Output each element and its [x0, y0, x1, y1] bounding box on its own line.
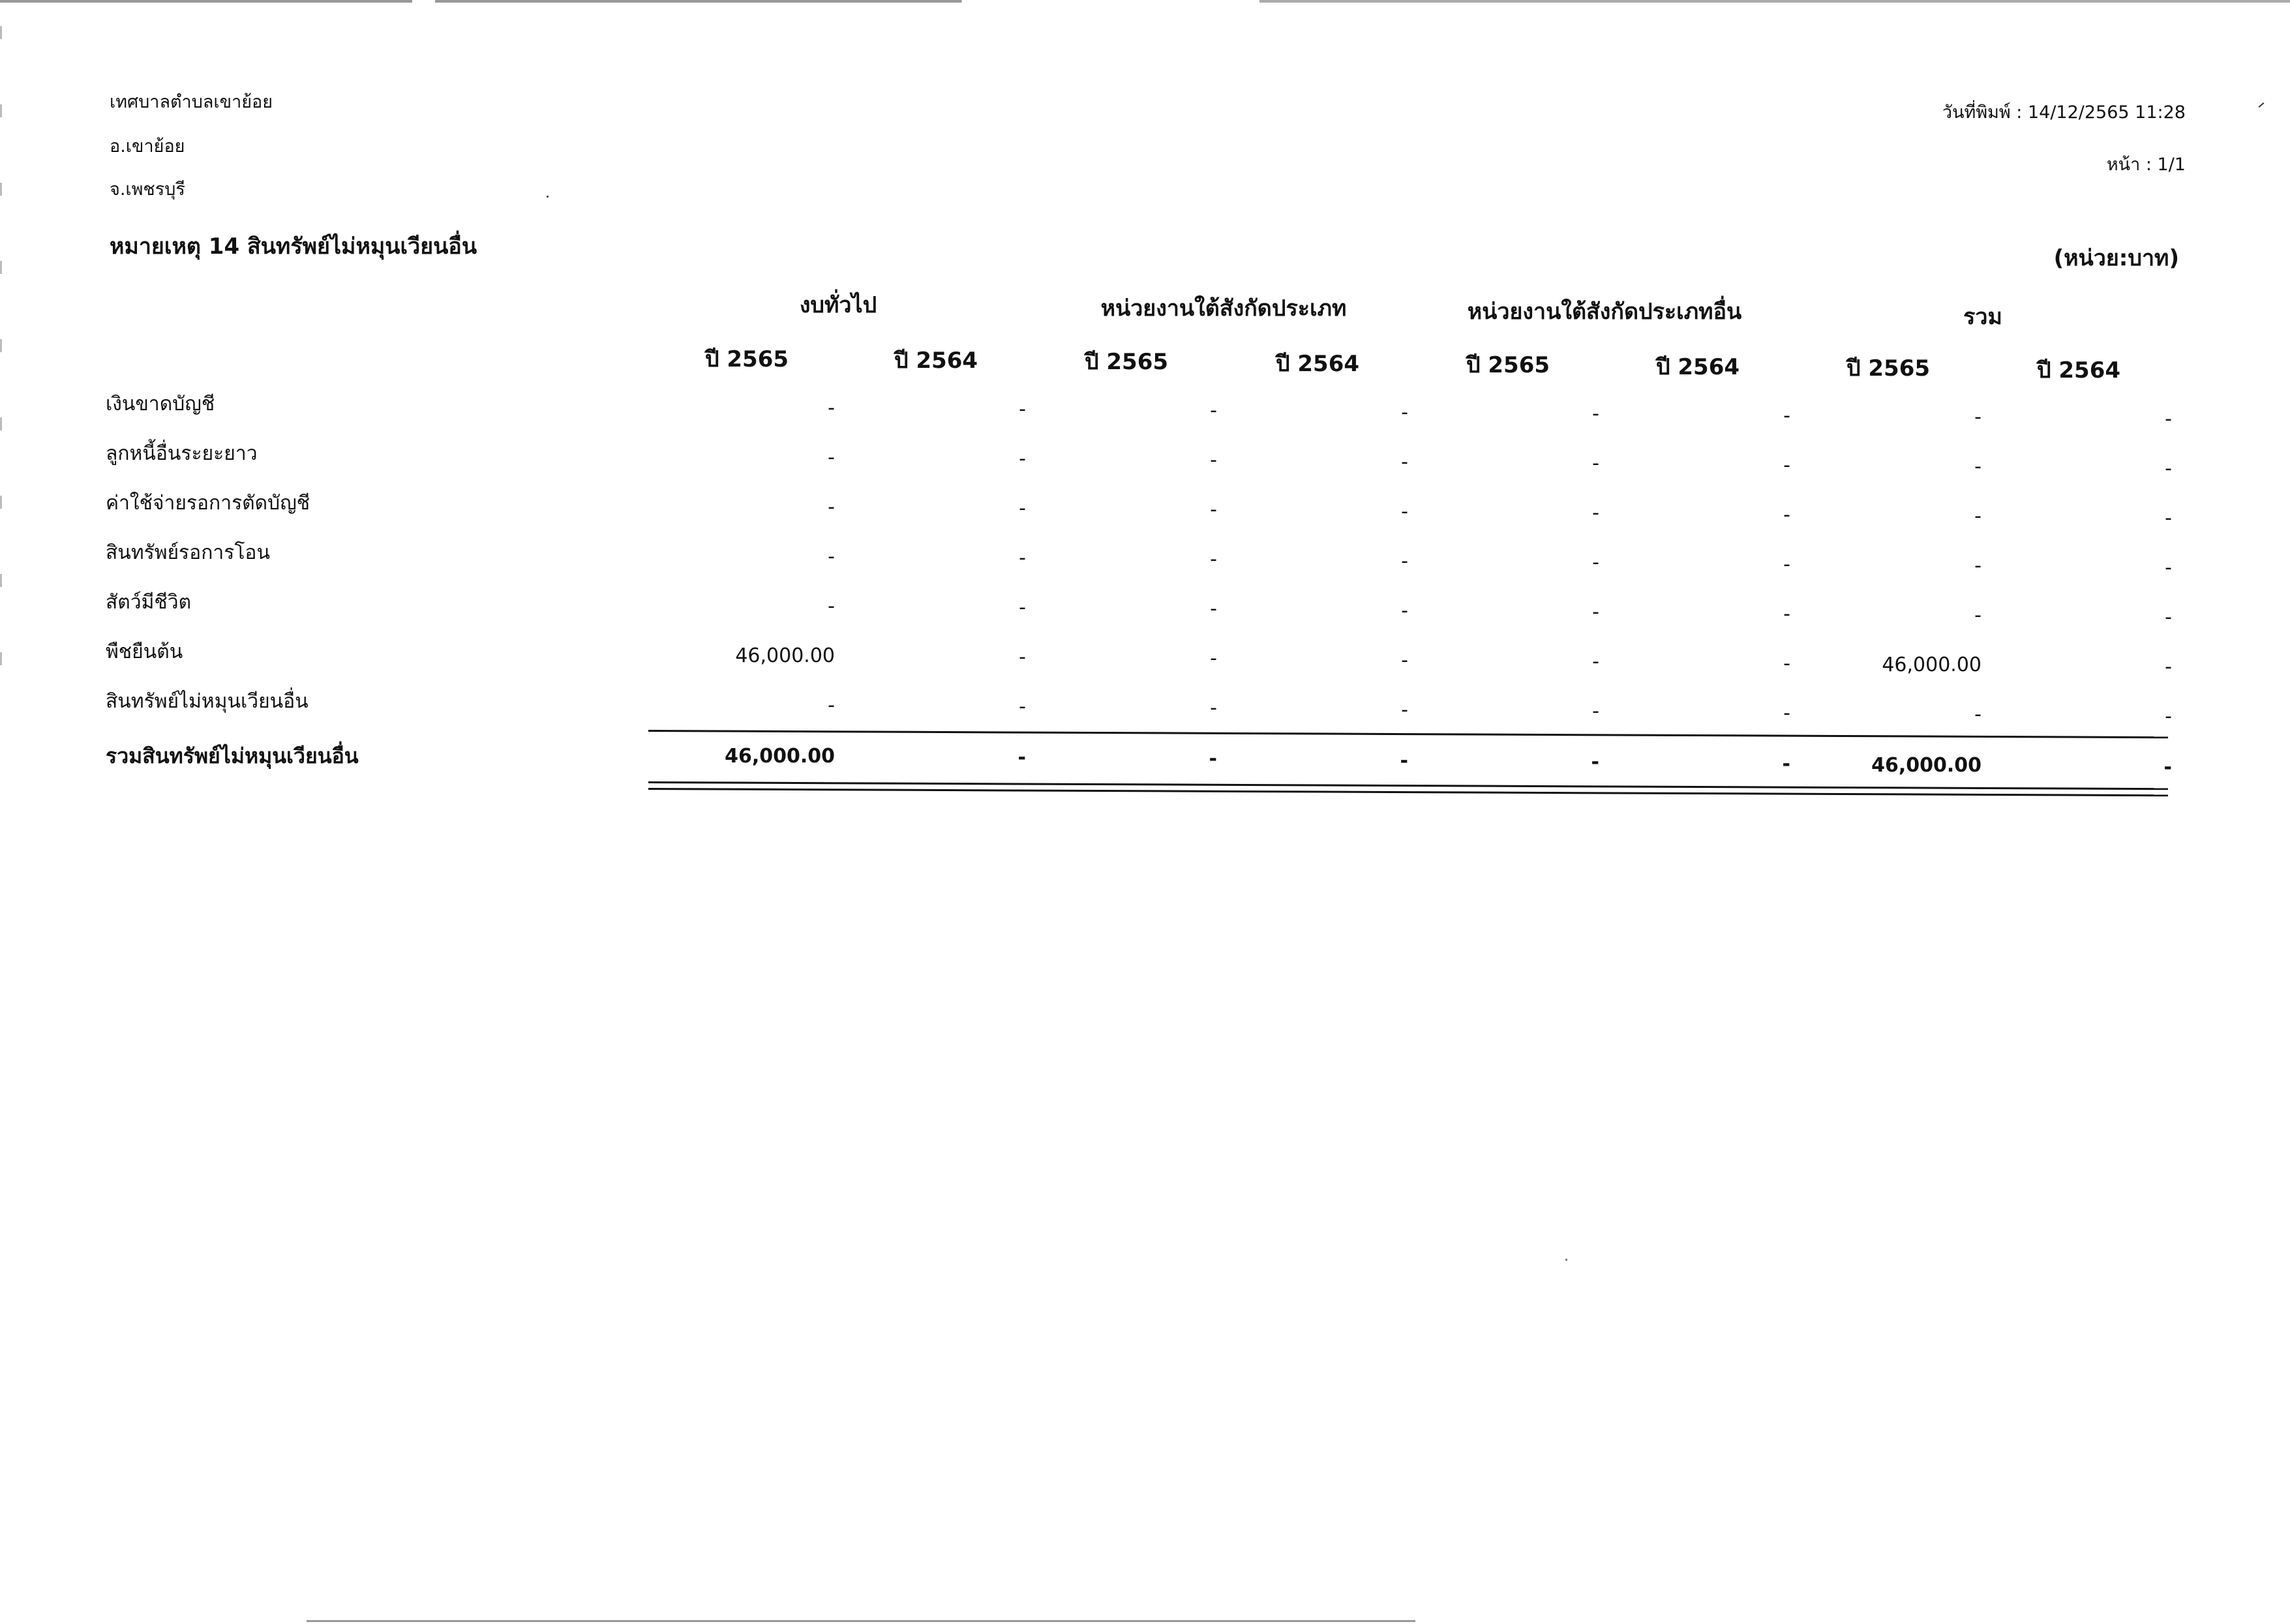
- organization-province: จ.เพชรบุรี: [110, 179, 185, 200]
- table-cell: -: [1974, 455, 1981, 478]
- print-date: วันที่พิมพ์ : 14/12/2565 11:28: [1942, 102, 2186, 123]
- table-cell: -: [828, 397, 835, 419]
- page-number: หน้า : 1/1: [2106, 155, 2186, 175]
- group-header-subunit: หน่วยงานใต้สังกัดประเภท: [1100, 295, 1347, 322]
- table-cell: -: [1974, 703, 1981, 726]
- scan-speck: [2259, 102, 2265, 108]
- total-row-label: รวมสินทรัพย์ไม่หมุนเวียนอื่น: [106, 744, 359, 768]
- table-cell: 46,000.00: [1882, 654, 1981, 676]
- total-cell: -: [1591, 751, 1599, 774]
- table-cell: -: [828, 545, 835, 568]
- table-cell: -: [1592, 551, 1599, 574]
- total-double-rule-bottom: [648, 788, 2168, 796]
- table-cell: -: [1783, 454, 1790, 477]
- scan-edge-left: [0, 26, 2, 678]
- row-label: เงินขาดบัญชี: [106, 393, 215, 415]
- total-cell: 46,000.00: [725, 745, 835, 768]
- table-cell: -: [828, 694, 835, 717]
- table-cell: -: [2165, 556, 2172, 579]
- table-cell: -: [1401, 500, 1408, 523]
- report-title: หมายเหตุ 14 สินทรัพย์ไม่หมุนเวียนอื่น: [110, 233, 477, 260]
- table-cell: 46,000.00: [735, 644, 835, 667]
- table-cell: -: [1210, 647, 1217, 670]
- scan-edge-top: [0, 0, 2290, 3]
- table-cell: -: [1401, 401, 1408, 424]
- table-cell: -: [1210, 548, 1217, 571]
- table-cell: -: [1019, 447, 1026, 470]
- table-cell: -: [2165, 705, 2172, 728]
- table-cell: -: [1974, 604, 1981, 627]
- table-cell: -: [1210, 449, 1217, 472]
- table-cell: -: [1592, 402, 1599, 425]
- year-header: ปี 2565: [1846, 355, 1931, 382]
- total-cell: -: [1782, 753, 1790, 775]
- table-cell: -: [1210, 399, 1217, 422]
- table-cell: -: [1592, 700, 1599, 723]
- row-label: สัตว์มีชีวิต: [106, 591, 192, 614]
- table-cell: -: [2165, 507, 2172, 530]
- table-cell: -: [2165, 655, 2172, 678]
- table-cell: -: [1783, 652, 1790, 675]
- year-header: ปี 2564: [894, 348, 978, 374]
- table-cell: -: [1401, 649, 1408, 672]
- table-cell: -: [1783, 702, 1790, 725]
- table-cell: -: [1019, 497, 1026, 520]
- table-cell: -: [1592, 452, 1599, 475]
- row-label: พืชยืนต้น: [106, 640, 183, 663]
- year-header: ปี 2564: [1655, 354, 1740, 380]
- group-header-subunit-other: หน่วยงานใต้สังกัดประเภทอื่น: [1467, 299, 1742, 325]
- table-cell: -: [1401, 550, 1408, 573]
- table-cell: -: [1401, 451, 1408, 474]
- total-cell: -: [1400, 749, 1408, 772]
- table-cell: -: [1019, 646, 1026, 669]
- report-unit: (หน่วย:บาท): [2053, 245, 2179, 271]
- table-cell: -: [1783, 404, 1790, 427]
- table-cell: -: [1401, 599, 1408, 622]
- organization-name: เทศบาลตำบลเขาย้อย: [110, 92, 273, 112]
- table-cell: -: [1019, 695, 1026, 718]
- row-label: สินทรัพย์ไม่หมุนเวียนอื่น: [106, 690, 309, 713]
- table-cell: -: [2165, 457, 2172, 480]
- table-cell: -: [1783, 553, 1790, 576]
- year-header: ปี 2565: [1466, 352, 1550, 378]
- year-header: ปี 2564: [2036, 357, 2121, 383]
- table-cell: -: [1783, 603, 1790, 625]
- table-cell: -: [1592, 502, 1599, 524]
- scan-speck: [1565, 1259, 1567, 1261]
- row-label: ค่าใช้จ่ายรอการตัดบัญชี: [106, 492, 310, 515]
- table-cell: -: [1974, 505, 1981, 528]
- row-label: สินทรัพย์รอการโอน: [106, 541, 270, 564]
- table-cell: -: [1210, 597, 1217, 620]
- table-cell: -: [1974, 554, 1981, 577]
- row-label: ลูกหนี้อื่นระยะยาว: [106, 442, 258, 465]
- table-cell: -: [828, 446, 835, 469]
- table-cell: -: [1783, 504, 1790, 526]
- table-cell: -: [1401, 699, 1408, 721]
- table-cell: -: [2165, 408, 2172, 430]
- table-cell: -: [1019, 596, 1026, 619]
- table-cell: -: [1592, 601, 1599, 624]
- table-cell: -: [1019, 547, 1026, 569]
- table-cell: -: [1210, 498, 1217, 521]
- table-cell: -: [828, 496, 835, 519]
- total-cell: 46,000.00: [1871, 754, 1981, 777]
- table-cell: -: [828, 595, 835, 618]
- year-header: ปี 2565: [1084, 349, 1169, 375]
- year-header: ปี 2564: [1275, 351, 1360, 377]
- total-top-rule: [648, 730, 2168, 738]
- scan-edge-bottom: [307, 1620, 1415, 1622]
- table-cell: -: [1974, 406, 1981, 429]
- table-cell: -: [1019, 398, 1026, 421]
- organization-district: อ.เขาย้อย: [110, 136, 185, 157]
- table-cell: -: [1210, 697, 1217, 719]
- table-cell: -: [1592, 650, 1599, 673]
- total-cell: -: [1209, 747, 1217, 770]
- scan-speck: [547, 196, 549, 198]
- table-cell: -: [2165, 606, 2172, 629]
- group-header-general: งบทั่วไป: [799, 292, 877, 318]
- year-header: ปี 2565: [704, 346, 789, 372]
- group-header-total: รวม: [1963, 304, 2002, 330]
- total-cell: -: [1017, 746, 1026, 769]
- total-cell: -: [2163, 756, 2172, 779]
